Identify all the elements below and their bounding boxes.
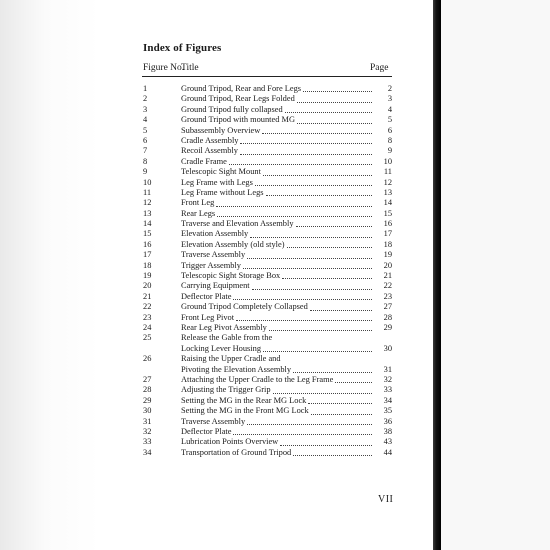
figure-title: Trigger Assembly [181,260,241,270]
figure-page: 12 [383,177,392,187]
figure-page: 17 [383,229,392,239]
figure-entry [143,427,392,437]
figure-page: 16 [383,219,392,229]
leader-dots [250,237,372,238]
figure-title: Elevation Assembly [181,229,249,239]
figure-page: 36 [383,416,392,426]
figure-title: Attaching the Upper Cradle to the Leg Frame [181,374,334,384]
figure-number: 15 [143,229,152,239]
figure-entry [143,385,392,395]
figure-number: 1 [143,84,148,93]
figure-page: 15 [383,208,392,218]
figure-page: 6 [387,125,392,135]
figure-number: 25 [143,333,152,343]
column-header-title: Title [181,63,199,73]
figure-title: Cradle Assembly [181,135,239,145]
figure-number: 26 [143,354,152,364]
figure-title: Front Leg Pivot [181,312,235,322]
figure-number: 10 [143,177,152,187]
leader-dots [293,372,372,373]
figure-number: 5 [143,125,148,135]
figure-page: 5 [387,115,392,125]
figure-entry [143,126,392,136]
figure-number: 16 [143,239,152,249]
figure-title: Rear Leg Pivot Assembly [181,322,267,332]
figure-entry [143,94,392,104]
figure-title: Traverse Assembly [181,250,246,260]
figure-number: 17 [143,250,152,260]
figure-page: 20 [383,260,392,270]
figure-number: 23 [143,312,152,322]
leader-dots [262,133,372,134]
figure-title: Leg Frame without Legs [181,187,264,197]
figure-number: 3 [143,104,148,114]
figure-entry [143,229,392,239]
leader-dots [335,382,372,383]
figure-title: Ground Tripod fully collapsed [181,104,283,114]
figure-title: Recoil Assembly [181,146,238,156]
leader-dots [297,123,372,124]
leader-dots [296,226,372,227]
figure-entry [143,375,392,385]
leader-dots [263,351,372,352]
figure-number: 4 [143,115,148,125]
figure-title: Elevation Assembly (old style) [181,239,285,249]
figure-number: 8 [143,156,148,166]
figure-number: 31 [143,416,152,426]
leader-dots [269,330,372,331]
figure-entry [143,313,392,323]
figure-page: 21 [383,271,392,281]
figure-entry [143,146,392,156]
leader-dots [303,91,372,92]
figure-number: 22 [143,302,152,312]
figure-title: Ground Tripod, Rear and Fore Legs [181,83,302,93]
figure-entry [143,157,392,167]
figure-number: 6 [143,135,148,145]
leader-dots [233,299,372,300]
figure-title: Lubrication Points Overview [181,437,279,447]
figure-entry [143,115,392,125]
figure-page: 34 [383,395,392,405]
figure-title: Setting the MG in the Front MG Lock [181,406,309,416]
figure-page: 28 [383,312,392,322]
figure-number: 19 [143,271,152,281]
figure-title: Traverse and Elevation Assembly [181,219,294,229]
figure-title: Cradle Frame [181,156,227,166]
figure-entry [143,448,392,458]
leader-dots [266,195,372,196]
figure-title: Transportation of Ground Tripod [181,447,292,457]
leader-dots [247,258,372,259]
figure-page: 14 [383,198,392,208]
figure-title: Deflector Plate [181,291,232,301]
figure-entry [143,417,392,427]
figure-entry [143,209,392,219]
figure-title: Leg Frame with Legs [181,177,253,187]
figure-title: Subassembly Overview [181,125,261,135]
figure-entry [143,167,392,177]
leader-dots [282,278,372,279]
figure-entry [143,333,392,354]
figure-entry [143,178,392,188]
leader-dots [247,424,372,425]
figure-entry [143,271,392,281]
figure-page: 18 [383,239,392,249]
figure-page: 29 [383,322,392,332]
figure-number: 33 [143,437,152,447]
leader-dots [308,403,372,404]
figure-entry [143,406,392,416]
leader-dots [217,216,372,217]
figure-number: 27 [143,374,152,384]
figure-title: Raising the Upper Cradle and [181,354,281,364]
leader-dots [293,455,372,456]
figure-number: 2 [143,94,148,104]
leader-dots [236,320,372,321]
figure-title: Telescopic Sight Mount [181,167,261,177]
figure-number: 11 [143,187,152,197]
leader-dots [310,310,372,311]
figure-page: 22 [383,281,392,291]
figure-page: 23 [383,291,392,301]
figure-title: Release the Gable from the [181,333,273,343]
figure-page: 27 [383,302,392,312]
figure-list [143,84,392,458]
figure-entry [143,219,392,229]
figure-entry [143,84,392,94]
leader-dots [243,268,372,269]
figure-page: 31 [383,364,392,374]
figure-title: Adjusting the Trigger Grip [181,385,271,395]
figure-title: Setting the MG in the Rear MG Lock [181,395,307,405]
figure-entry [143,281,392,291]
figure-title: Pivoting the Elevation Assembly [181,364,292,374]
leader-dots [255,185,372,186]
figure-page: 30 [383,343,392,353]
figure-entry [143,323,392,333]
figure-page: 2 [387,83,392,93]
figure-page: 33 [383,385,392,395]
figure-page: 44 [383,447,392,457]
leader-dots [297,102,372,103]
figure-page: 32 [383,374,392,384]
figure-title: Front Leg [181,198,215,208]
figure-entry [143,396,392,406]
figure-title: Rear Legs [181,208,216,218]
figure-page: 3 [387,94,392,104]
figure-title: Ground Tripod Completely Collapsed [181,302,308,312]
header-rule [142,76,392,77]
figure-title: Telescopic Sight Storage Box [181,271,281,281]
figure-number: 18 [143,260,152,270]
figure-entry [143,198,392,208]
leader-dots [263,175,372,176]
figure-number: 12 [143,198,152,208]
figure-page: 8 [387,135,392,145]
leader-dots [273,393,372,394]
figure-number: 21 [143,291,152,301]
leader-dots [240,154,372,155]
leader-dots [233,434,372,435]
figure-page: 19 [383,250,392,260]
figure-page: 38 [383,426,392,436]
figure-entry [143,437,392,447]
figure-page: 35 [383,406,392,416]
figure-entry [143,188,392,198]
page-number: VII [378,494,394,505]
column-header-page: Page [370,63,389,73]
figure-entry [143,292,392,302]
figure-title: Carrying Equipment [181,281,250,291]
figure-entry [143,302,392,312]
leader-dots [240,143,372,144]
figure-title: Traverse Assembly [181,416,246,426]
page-title: Index of Figures [143,42,222,54]
figure-number: 20 [143,281,152,291]
figure-page: 9 [387,146,392,156]
leader-dots [229,164,372,165]
column-header-figure-no: Figure No. [143,63,185,73]
figure-number: 13 [143,208,152,218]
figure-page: 43 [383,437,392,447]
figure-number: 7 [143,146,148,156]
leader-dots [216,206,372,207]
figure-entry [143,250,392,260]
figure-number: 24 [143,322,152,332]
figure-entry [143,136,392,146]
leader-dots [287,247,372,248]
figure-number: 32 [143,426,152,436]
leader-dots [285,112,372,113]
figure-entry [143,105,392,115]
figure-title: Locking Lever Housing [181,343,262,353]
figure-page: 13 [383,187,392,197]
figure-number: 34 [143,447,152,457]
figure-title: Ground Tripod with mounted MG [181,115,296,125]
figure-number: 14 [143,219,152,229]
figure-title: Deflector Plate [181,426,232,436]
figure-number: 29 [143,395,152,405]
figure-page: 11 [383,167,392,177]
leader-dots [280,445,372,446]
figure-page: 10 [383,156,392,166]
figure-entry [143,354,392,375]
figure-number: 9 [143,167,148,177]
figure-number: 28 [143,385,152,395]
figure-number: 30 [143,406,152,416]
page-gutter-shadow [0,0,100,550]
leader-dots [252,289,372,290]
figure-title: Ground Tripod, Rear Legs Folded [181,94,295,104]
figure-page: 4 [387,104,392,114]
figure-entry [143,261,392,271]
figure-entry [143,240,392,250]
leader-dots [311,414,372,415]
